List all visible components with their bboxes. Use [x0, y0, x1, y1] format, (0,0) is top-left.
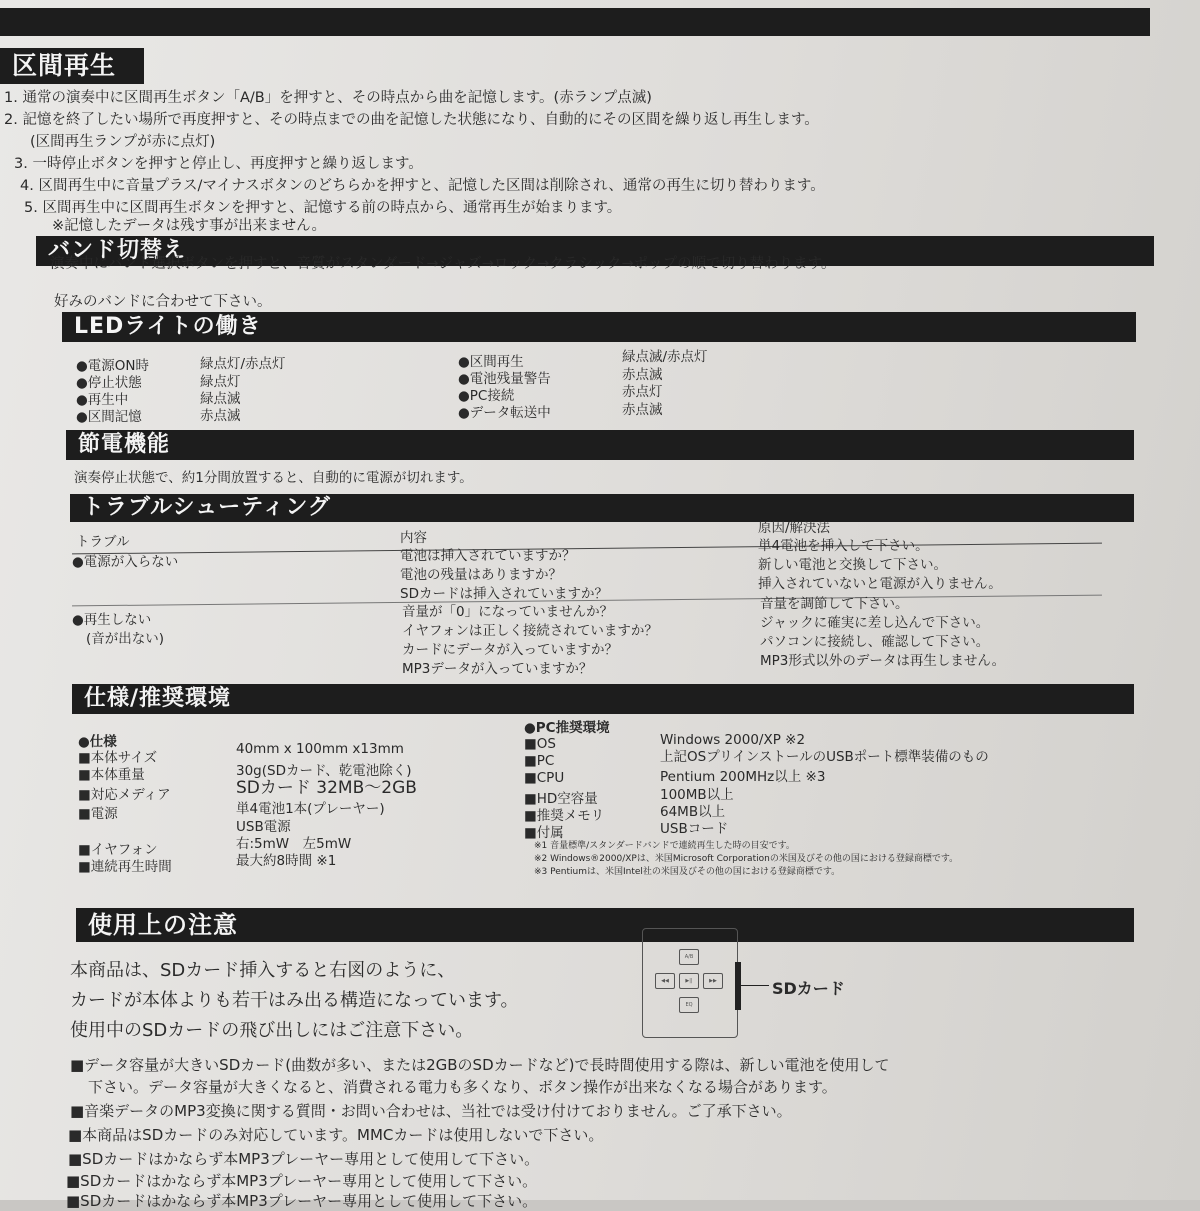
spec-footnote-3: ※3 Pentiumは、米国Intel社の米国及びその他の国における登録商標です。 [534, 867, 841, 877]
pc-value: 64MB以上 [660, 804, 726, 820]
spec-key: ■本体重量 [78, 767, 145, 783]
prev-key-icon: ◀◀ [655, 973, 675, 989]
trouble-solution: 音量を調節して下さい。 [760, 596, 909, 612]
trouble-content: SDカードは挿入されていますか？ [400, 586, 608, 602]
led-item: ●区間記憶 [76, 409, 142, 425]
led-state: 緑点滅 [200, 391, 241, 407]
pc-value: 100MB以上 [660, 787, 734, 803]
led-state: 赤点滅 [200, 408, 241, 424]
pc-value: Windows 2000/XP ※2 [660, 732, 806, 748]
led-item: ●区間再生 [458, 354, 524, 370]
spec-key: ■電源 [78, 806, 118, 822]
trouble-content: イヤフォンは正しく接続されていますか？ [402, 623, 658, 639]
play-pause-key-icon: ▶|| [679, 973, 699, 989]
spec-value: 単4電池1本(プレーヤー) [236, 801, 385, 817]
band-line-2: 好みのバンドに合わせて下さい。 [54, 294, 272, 310]
spec-footnote-1: ※1 音量標準/スタンダードバンドで連続再生した時の目安です。 [534, 841, 795, 851]
caution-bullet-2: ■音楽データのMP3変換に関する質問・お問い合わせは、当社では受け付けておりません。ご了承下さい。 [70, 1102, 792, 1120]
led-state: 緑点灯 [200, 374, 241, 390]
trouble-solution: パソコンに接続し、確認して下さい。 [760, 634, 990, 650]
led-state: 赤点灯 [622, 384, 663, 400]
trouble-header-solution: 原因/解決法 [758, 520, 831, 536]
interval-line-5: 5. 区間再生中に区間再生ボタンを押すと、記憶する前の時点から、通常再生が始まります。 [24, 200, 622, 216]
trouble-content: カードにデータが入っていますか？ [402, 642, 618, 658]
trouble-header-trouble: トラブル [76, 534, 130, 550]
ab-key-icon: A/B [679, 949, 699, 965]
section-title-interval: 区間再生 [0, 48, 144, 84]
sd-card-label: SDカード [772, 979, 845, 998]
led-state: 緑点灯/赤点灯 [200, 356, 286, 372]
trouble-solution: ジャックに確実に差し込んで下さい。 [760, 615, 990, 631]
pc-key: ■PC [524, 753, 555, 769]
spec-key: ■連続再生時間 [78, 859, 172, 875]
caution-bullet-1: ■データ容量が大きいSDカード(曲数が多い、または2GBのSDカードなど)で長時間使用する際は、新しい電池を使用して [70, 1056, 890, 1074]
spec-value: 右:5mW 左5mW [236, 836, 352, 852]
caution-intro-2: カードが本体よりも若干はみ出る構造になっています。 [70, 990, 519, 1011]
led-item: ●データ転送中 [458, 405, 551, 421]
spec-value: SDカード 32MB〜2GB [236, 778, 417, 798]
top-divider-bar [0, 8, 1150, 36]
section-title-trouble: トラブルシューティング [70, 494, 1134, 522]
interval-line-3: 3. 一時停止ボタンを押すと停止し、再度押すと繰り返します。 [14, 156, 423, 172]
spec-value: 40mm x 100mm x13mm [236, 741, 404, 757]
interval-line-1: 1. 通常の演奏中に区間再生ボタン「A/B」を押すと、その時点から曲を記憶します。(赤ランプ点滅) [4, 90, 652, 106]
spec-key: ■対応メディア [78, 787, 171, 803]
section-title-power: 節電機能 [66, 430, 1134, 460]
section-title-band: バンド切替え [36, 236, 1154, 266]
led-item: ●電源ON時 [76, 358, 150, 374]
led-item: ●停止状態 [76, 375, 142, 391]
sd-card-leader-line [741, 985, 769, 986]
player-diagram [642, 928, 738, 1038]
caution-bullet-5: ■SDカードはかならず本MP3プレーヤー専用として使用して下さい。 [66, 1172, 538, 1190]
trouble-solution: 挿入されていないと電源が入りません。 [758, 576, 1002, 592]
trouble-solution: 単4電池を挿入して下さい。 [758, 538, 929, 554]
trouble-content: 音量が「0」になっていませんか？ [402, 604, 614, 620]
power-text: 演奏停止状態で、約1分間放置すると、自動的に電源が切れます。 [74, 470, 473, 486]
band-line-1: 演奏中にバンド選択ボタンを押すと、音質がスタンダード→ジャズ→ロック→クラシック→ポップの順で切り替わります。 [50, 256, 836, 272]
trouble-content: 電池は挿入されていますか？ [400, 548, 576, 564]
trouble-header-rule [72, 543, 1102, 555]
section-title-spec: 仕様/推奨環境 [72, 684, 1134, 714]
interval-line-2: 2. 記憶を終了したい場所で再度押すと、その時点までの曲を記憶した状態になり、自動的にその区間を繰り返し再生します。 [4, 112, 819, 128]
caution-bullet-1b: 下さい。データ容量が大きくなると、消費される電力も多くなり、ボタン操作が出来なくなる場合があります。 [88, 1078, 837, 1096]
trouble-item-play: ●再生しない [72, 612, 152, 628]
interval-line-2b: (区間再生ランプが赤に点灯) [30, 134, 216, 150]
trouble-content: 電池の残量はありますか？ [400, 567, 562, 583]
led-state: 赤点滅 [622, 367, 663, 383]
pc-key: ■HD空容量 [524, 791, 598, 807]
sd-card-slot-icon [735, 962, 741, 1010]
led-item: ●再生中 [76, 392, 129, 408]
interval-note: ※記憶したデータは残す事が出来ません。 [52, 218, 327, 234]
pc-key: ■推奨メモリ [524, 808, 605, 824]
trouble-item-play-sub: (音が出ない) [86, 631, 165, 647]
section-title-caution: 使用上の注意 [76, 908, 1134, 942]
caution-bullet-3: ■本商品はSDカードのみ対応しています。MMCカードは使用しないで下さい。 [68, 1126, 604, 1144]
trouble-solution: 新しい電池と交換して下さい。 [758, 557, 947, 573]
led-item: ●PC接続 [458, 388, 515, 404]
interval-line-4: 4. 区間再生中に音量プラス/マイナスボタンのどちらかを押すと、記憶した区間は削除され、通常の再生に切り替わります。 [20, 178, 825, 194]
spec-key: ■イヤフォン [78, 842, 158, 858]
next-key-icon: ▶▶ [703, 973, 723, 989]
spec-value: USB電源 [236, 819, 291, 835]
trouble-header-content: 内容 [400, 530, 427, 546]
pc-value: 上記OSプリインストールのUSBポート標準装備のもの [660, 749, 989, 765]
spec-value: 最大約8時間 ※1 [236, 853, 337, 869]
led-state: 緑点滅/赤点灯 [622, 349, 708, 365]
trouble-content: MP3データが入っていますか？ [402, 661, 593, 677]
pc-value: USBコード [660, 821, 729, 837]
caution-intro-3: 使用中のSDカードの飛び出しにはご注意下さい。 [70, 1020, 474, 1041]
spec-heading: ●仕様 [78, 734, 117, 750]
spec-key: ■本体サイズ [78, 750, 158, 766]
pc-key: ■CPU [524, 770, 565, 786]
caution-bullet-6: ■SDカードはかならず本MP3プレーヤー専用として使用して下さい。 [66, 1192, 538, 1210]
pc-key: ■OS [524, 736, 556, 752]
pc-value: Pentium 200MHz以上 ※3 [660, 769, 826, 785]
pc-key: ■付属 [524, 825, 564, 841]
eq-key-icon: EQ [679, 997, 699, 1013]
led-item: ●電池残量警告 [458, 371, 551, 387]
trouble-item-power: ●電源が入らない [72, 554, 179, 570]
trouble-solution: MP3形式以外のデータは再生しません。 [760, 653, 1006, 669]
spec-value: 30g(SDカード、乾電池除く) [236, 763, 412, 779]
section-title-led: LEDライトの働き [62, 312, 1136, 342]
caution-intro-1: 本商品は、SDカード挿入すると右図のように、 [70, 960, 456, 981]
pc-heading: ●PC推奨環境 [524, 720, 610, 736]
caution-bullet-4: ■SDカードはかならず本MP3プレーヤー専用として使用して下さい。 [68, 1150, 540, 1168]
led-state: 赤点滅 [622, 402, 663, 418]
spec-footnote-2: ※2 Windows®2000/XPは、米国Microsoft Corporationの米国及びその他の国における登録商標です。 [534, 854, 959, 864]
